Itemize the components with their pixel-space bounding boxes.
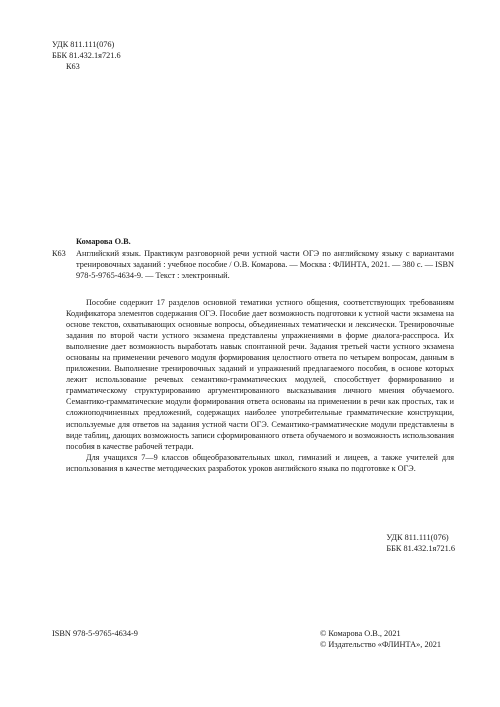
top-codes bbox=[52, 39, 121, 72]
annotation-paragraph: Пособие содержит 17 разделов основной тематики устного общения, соответствующих требованиям Кодификатора элементов содержания ОГЭ. Пособие дает возможность подготовки к устной части экзамена на основе текстов, охватывающих основные вопросы, объединенных тематически и лексически. Тренировочные задания по второй части устного экзамена представлены упражнениями в форме диалога-расспроса. Их выполнение дает возможность выработать навык спонтанной речи. Задания третьей части устного экзамена основаны на применении речевого модуля формирования целостного ответа по четырем вопросам, данным в приложении. Выполнение тренировочных заданий и упражнений предлагаемого пособия, в основе которых лежит использование речевых семантико-грамматических модулей, способствует формированию и грамматическому структурированию аргументированного высказывания личного мнения обучаемого. Семантико-грамматические модули формирования ответа основаны на применении в речи как простых, так и сложноподчиненных предложений, содержащих наиболее употребительные грамматические конструкции, используемые для ответов на задания устной части ОГЭ. Семантико-грамматические модули представлены в виде таблиц, дающих возможность записи сформированного ответа обучаемого и возможность использования пособия в качестве рабочей тетради. bbox=[66, 298, 454, 451]
bbk-code: ББК 81.432.1я721.6 bbox=[52, 51, 121, 60]
copyright-publisher: © Издательство «ФЛИНТА», 2021 bbox=[320, 640, 442, 649]
catalog-author-mark: К63 bbox=[52, 249, 66, 258]
bbk-code-footer: ББК 81.432.1я721.6 bbox=[386, 544, 455, 553]
isbn: ISBN 978-5-9765-4634-9 bbox=[52, 629, 138, 638]
copyright-block bbox=[320, 628, 441, 650]
annotation bbox=[66, 297, 454, 474]
udk-code: УДК 811.111(076) bbox=[52, 40, 115, 49]
footer-codes bbox=[386, 532, 455, 554]
catalog-author: Комарова О.В. bbox=[76, 237, 131, 246]
author-mark-top: К63 bbox=[66, 62, 80, 71]
udk-code-footer: УДК 811.111(076) bbox=[386, 533, 449, 542]
audience-paragraph: Для учащихся 7—9 классов общеобразовательных школ, гимназий и лицеев, а также учителей для использования в качестве методических разработок уроков английского языка по подготовке к ОГЭ. bbox=[66, 452, 454, 473]
catalog-description: Английский язык. Практикум разговорной речи устной части ОГЭ по английскому языку с вариантами тренировочных заданий : учебное пособие / О.В. Комарова. — Москва : ФЛИНТА, 2021. — 380 с. — ISBN 978-5-9765-4634-9. — Текст : электронный. bbox=[76, 249, 454, 280]
copyright-author: © Комарова О.В., 2021 bbox=[320, 629, 401, 638]
